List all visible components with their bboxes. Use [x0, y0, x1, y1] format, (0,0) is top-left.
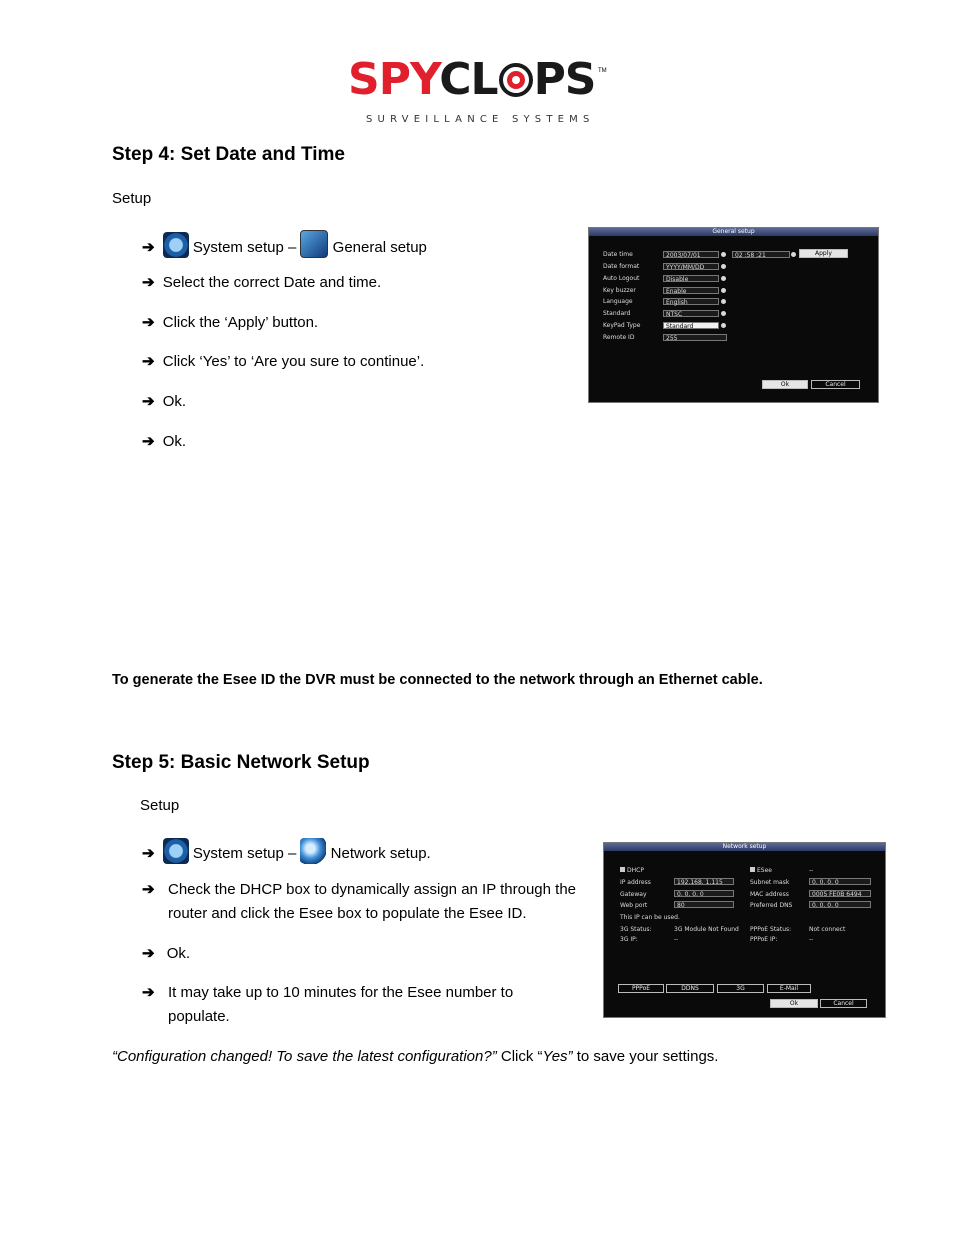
arrow-right-icon: ➔: [142, 984, 155, 1001]
pppoe-ip-value: --: [809, 936, 814, 943]
step5-intro: Setup: [140, 797, 180, 814]
arrow-right-icon: ➔: [142, 433, 155, 450]
mac-field: 0005 FE0B 6494: [809, 890, 871, 897]
general-setup-screenshot: [588, 227, 879, 403]
row-label: Date time: [603, 251, 633, 258]
step4-item-1: ➔ System setup – General setup: [142, 230, 427, 260]
dropdown-icon[interactable]: [721, 311, 726, 316]
arrow-right-icon: ➔: [142, 314, 155, 331]
row-label: Language: [603, 298, 633, 305]
dropdown-icon[interactable]: [721, 252, 726, 257]
dhcp-checkbox[interactable]: DHCP: [620, 867, 644, 874]
arrow-right-icon: ➔: [142, 393, 155, 410]
arrow-right-icon: ➔: [142, 274, 155, 291]
arrow-right-icon: ➔: [142, 239, 155, 256]
system-setup-gear-icon: [163, 232, 189, 258]
dropdown-icon[interactable]: [721, 299, 726, 304]
key-buzzer-field[interactable]: Enable: [663, 287, 719, 294]
tab-ddns[interactable]: DDNS: [666, 984, 714, 993]
dropdown-icon[interactable]: [721, 288, 726, 293]
network-globe-icon: [300, 838, 326, 864]
subnet-field[interactable]: 0. 0. 0. 0: [809, 878, 871, 885]
step5-item-3: ➔ Ok.: [142, 945, 191, 962]
dns-field[interactable]: 0. 0. 0. 0: [809, 901, 871, 908]
cancel-button[interactable]: Cancel: [820, 999, 867, 1008]
standard-field[interactable]: NTSC: [663, 310, 719, 317]
remote-id-field[interactable]: 255: [663, 334, 727, 341]
ip-label: IP address: [620, 879, 651, 886]
step4-intro: Setup: [112, 190, 152, 207]
gateway-field[interactable]: 0. 0. 0. 0: [674, 890, 734, 897]
esee-value: --: [809, 867, 814, 874]
network-setup-screenshot: [603, 842, 886, 1018]
checkbox-icon: [620, 867, 625, 872]
ip-note: This IP can be used.: [620, 914, 680, 921]
row-label: KeyPad Type: [603, 322, 641, 329]
step5-item-4: ➔ It may take up to 10 minutes for the Esee number to populate.: [142, 981, 602, 1029]
checkbox-icon: [750, 867, 755, 872]
ok-button[interactable]: Ok: [770, 999, 818, 1008]
row-label: Standard: [603, 310, 631, 317]
logo-word-ps: PS: [533, 54, 596, 105]
ip-field[interactable]: 192.168. 1.115: [674, 878, 734, 885]
esee-checkbox[interactable]: ESee: [750, 867, 772, 874]
time-field[interactable]: 02 :58 :21: [732, 251, 790, 258]
webport-label: Web port: [620, 902, 648, 909]
row-label: Remote ID: [603, 334, 635, 341]
row-label: Key buzzer: [603, 287, 636, 294]
gateway-label: Gateway: [620, 891, 647, 898]
pppoe-ip-label: PPPoE IP:: [750, 936, 778, 943]
keypad-type-field[interactable]: Standard: [663, 322, 719, 329]
dropdown-icon[interactable]: [721, 264, 726, 269]
pppoe-status-value: Not connect: [809, 926, 846, 933]
apply-button[interactable]: Apply: [799, 249, 848, 258]
tab-3g[interactable]: 3G: [717, 984, 764, 993]
arrow-right-icon: ➔: [142, 845, 155, 862]
logo: [348, 56, 610, 126]
logo-word-spy: SPY: [348, 54, 440, 105]
ethernet-note: To generate the Esee ID the DVR must be connected to the network through an Ethernet cable.: [112, 672, 763, 688]
cancel-button[interactable]: Cancel: [811, 380, 860, 389]
auto-logout-field[interactable]: Disable: [663, 275, 719, 282]
webport-field[interactable]: 80: [674, 901, 734, 908]
date-format-field[interactable]: YYYY/MM/DD: [663, 263, 719, 270]
arrow-right-icon: ➔: [142, 881, 155, 898]
pppoe-status-label: PPPoE Status:: [750, 926, 792, 933]
dropdown-icon[interactable]: [721, 276, 726, 281]
general-setup-icon: [300, 230, 328, 258]
step4-item-2: ➔ Select the correct Date and time.: [142, 274, 382, 291]
date-field[interactable]: 2003/07/01: [663, 251, 719, 258]
screen-title: Network setup: [604, 843, 885, 851]
g3-ip-value: --: [674, 936, 679, 943]
dropdown-icon[interactable]: [791, 252, 796, 257]
logo-word-cl: CL: [439, 54, 498, 105]
step5-item-1: ➔ System setup – Network setup.: [142, 838, 431, 866]
g3-status-value: 3G Module Not Found: [674, 926, 739, 933]
dns-label: Preferred DNS: [750, 902, 793, 909]
logo-subtitle: SURVEILLANCE SYSTEMS: [366, 114, 595, 125]
tab-pppoe[interactable]: PPPoE: [618, 984, 664, 993]
system-setup-gear-icon: [163, 838, 189, 864]
screen-title: General setup: [589, 228, 878, 236]
save-prompt-quote: “Configuration changed! To save the latest configuration?”: [112, 1048, 497, 1065]
g3-status-label: 3G Status:: [620, 926, 652, 933]
step4-item-4: ➔ Click ‘Yes’ to ‘Are you sure to continue’.: [142, 353, 425, 370]
step4-item-3: ➔ Click the ‘Apply’ button.: [142, 314, 319, 331]
row-label: Auto Logout: [603, 275, 640, 282]
step5-item-2: ➔ Check the DHCP box to dynamically assign an IP through the router and click the Esee box to populate the Esee ID.: [142, 878, 602, 926]
save-instruction: “Configuration changed! To save the latest configuration?” Click “Yes” to save your settings.: [112, 1048, 719, 1065]
logo-trademark: TM: [598, 68, 607, 74]
step4-heading: Step 4: Set Date and Time: [112, 144, 345, 165]
row-label: Date format: [603, 263, 640, 270]
step4-item-5: ➔ Ok.: [142, 393, 187, 410]
subnet-label: Subnet mask: [750, 879, 790, 886]
arrow-right-icon: ➔: [142, 945, 155, 962]
logo-eye-icon: [499, 61, 533, 95]
arrow-right-icon: ➔: [142, 353, 155, 370]
step4-item-6: ➔ Ok.: [142, 433, 187, 450]
language-field[interactable]: English: [663, 298, 719, 305]
tab-email[interactable]: E-Mail: [767, 984, 811, 993]
g3-ip-label: 3G IP:: [620, 936, 638, 943]
dropdown-icon[interactable]: [721, 323, 726, 328]
step5-heading: Step 5: Basic Network Setup: [112, 752, 370, 773]
ok-button[interactable]: Ok: [762, 380, 808, 389]
mac-label: MAC address: [750, 891, 789, 898]
